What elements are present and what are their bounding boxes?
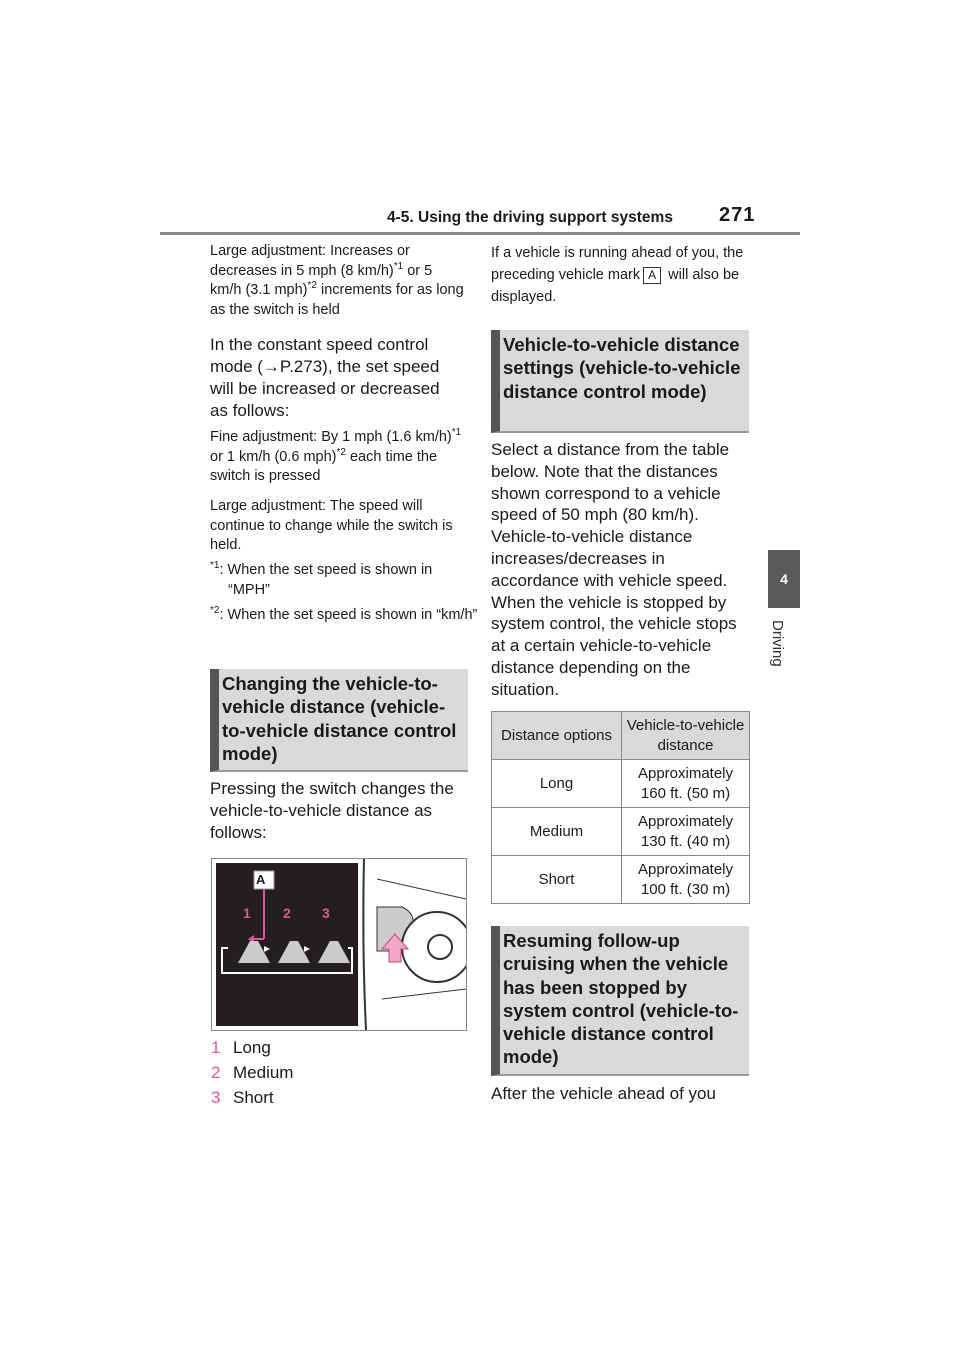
- table-cell: Medium: [492, 808, 622, 856]
- table-header-row: [492, 712, 750, 760]
- distance-table: [491, 711, 750, 904]
- switch-illustration: [211, 858, 467, 1031]
- pressing-text: Pressing the switch changes the vehicle-to-vehicle distance as follows:: [210, 779, 454, 842]
- column-header: Vehicle-to-vehicle distance: [622, 712, 750, 760]
- list-item: 3 Short: [211, 1088, 274, 1107]
- after-vehicle-text: After the vehicle ahead of you: [491, 1084, 716, 1103]
- footnote-2: $^{*2}$: When the set speed is shown in “km/h”: [210, 605, 478, 623]
- chapter-label: Driving: [769, 620, 786, 667]
- callout-a: A: [256, 872, 266, 887]
- chapter-tab: 4: [768, 550, 800, 608]
- large-adjustment-2-text: Large adjustment: The speed will continue to change while the switch is held.: [210, 498, 453, 553]
- distance-list: [211, 1035, 293, 1110]
- table-row: [492, 808, 750, 856]
- footnote-1: $^{*1}$: When the set speed is shown in “MPH”: [210, 560, 433, 598]
- table-row: [492, 760, 750, 808]
- table-cell: Approximately 160 ft. (50 m): [622, 760, 750, 808]
- header-rule: [160, 232, 800, 235]
- table-row: [492, 856, 750, 904]
- heading-changing-distance: Changing the vehicle-to-vehicle distance (vehicle-to-vehicle distance control mode): [210, 669, 468, 772]
- figure-label-3: 3: [322, 905, 330, 921]
- heading-resuming: Resuming follow-up cruising when the vehicle has been stopped by system control (vehicle-to-vehicle distance control mode): [491, 926, 749, 1076]
- figure-label-1: 1: [243, 905, 251, 921]
- preceding-mark-a: A: [643, 267, 661, 284]
- constant-speed-text: In the constant speed control mode (→P.273), the set speed will be increased or decreased as follows:: [210, 335, 440, 420]
- table-cell: Long: [492, 760, 622, 808]
- list-item: 1 Long: [211, 1038, 271, 1057]
- list-item: 2 Medium: [211, 1063, 294, 1082]
- section-title: 4-5. Using the driving support systems: [387, 209, 673, 226]
- figure-label-2: 2: [283, 905, 291, 921]
- select-distance-text: Select a distance from the table below. Note that the distances shown correspond to a vehicle speed of 50 mph (80 km/h). Vehicle-to-vehicle distance increases/decreases in accordance with vehicle speed. When the vehicle is stopped by system control, the vehicle stops at a certain vehicle-to-vehicle distance depending on the situation.: [491, 440, 737, 699]
- heading-distance-settings: Vehicle-to-vehicle distance settings (vehicle-to-vehicle distance control mode): [491, 330, 749, 433]
- preceding-vehicle-text: If a vehicle is running ahead of you, the preceding vehicle mark A will also be displayed.: [491, 245, 744, 305]
- table-cell: Approximately 130 ft. (40 m): [622, 808, 750, 856]
- column-header: Distance options: [492, 712, 622, 760]
- table-cell: Approximately 100 ft. (30 m): [622, 856, 750, 904]
- table-cell: Short: [492, 856, 622, 904]
- large-adjustment-text: Large adjustment: Increases or decreases in 5 mph (8 km/h)$^{*1}$ or 5 km/h (3.1 mph)$^{*2}$ increments for as long as the switch is held: [210, 243, 464, 318]
- fine-adjustment-text: Fine adjustment: By 1 mph (1.6 km/h)$^{*1}$ or 1 km/h (0.6 mph)$^{*2}$ each time the switch is pressed: [210, 427, 462, 484]
- page-number: 271: [719, 204, 756, 226]
